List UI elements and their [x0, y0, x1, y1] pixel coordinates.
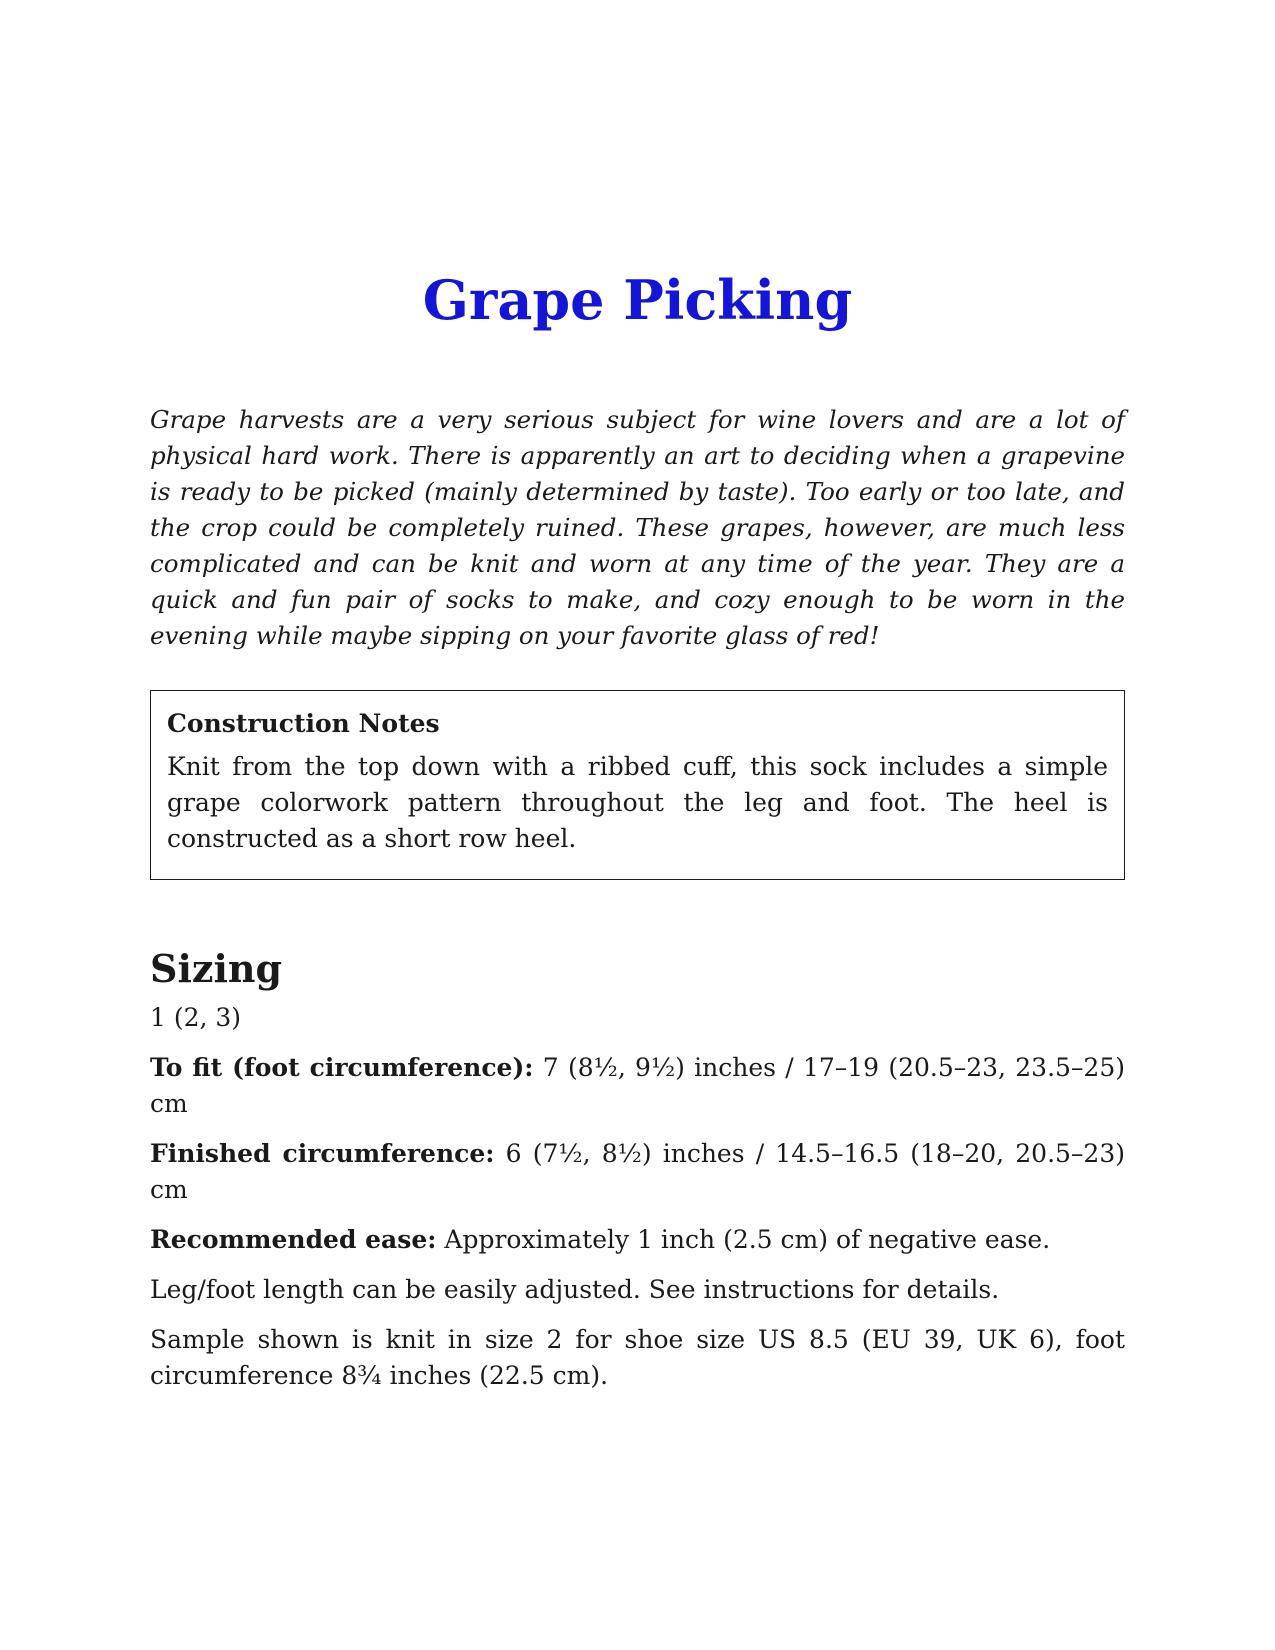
construction-notes-title: Construction Notes	[167, 709, 440, 738]
to-fit-line	[150, 1050, 1125, 1122]
construction-notes-box	[150, 690, 1125, 880]
recommended-ease-line	[150, 1222, 1125, 1258]
intro-paragraph: Grape harvests are a very serious subject for wine lovers and are a lot of physical hard work. There is apparently an art to deciding when a grapevine is ready to be picked (mainly determined by taste). Too early or too late, and the crop could be completely ruined. These grapes, however, are much less complicated and can be knit and worn at any time of the year. They are a quick and fun pair of socks to make, and cozy enough to be worn in the evening while maybe sipping on your favorite glass of red!	[150, 405, 1125, 650]
finished-circumference-label: Finished circumference:	[150, 1139, 495, 1168]
to-fit-label: To fit (foot circumference):	[150, 1053, 534, 1082]
recommended-ease-label: Recommended ease:	[150, 1225, 437, 1254]
sample-note: Sample shown is knit in size 2 for shoe size US 8.5 (EU 39, UK 6), foot circumference 8¾ inches (22.5 cm).	[150, 1325, 1125, 1390]
finished-circumference-line	[150, 1136, 1125, 1208]
page-title: Grape Picking	[422, 268, 853, 332]
recommended-ease-value: Approximately 1 inch (2.5 cm) of negative ease.	[436, 1225, 1051, 1254]
sizing-section	[150, 1000, 1125, 1408]
length-note: Leg/foot length can be easily adjusted. See instructions for details.	[150, 1275, 1000, 1304]
sizes-line: 1 (2, 3)	[150, 1003, 242, 1032]
to-fit-value: 7 (8½, 9½) inches / 17–19 (20.5–23, 23.5–25) cm	[150, 1053, 1125, 1118]
construction-notes-text: Knit from the top down with a ribbed cuff, this sock includes a simple grape colorwork pattern throughout the leg and foot. The heel is constructed as a short row heel.	[167, 752, 1108, 853]
finished-circumference-value: 6 (7½, 8½) inches / 14.5–16.5 (18–20, 20.5–23) cm	[150, 1139, 1125, 1204]
sizing-heading: Sizing	[150, 946, 283, 991]
